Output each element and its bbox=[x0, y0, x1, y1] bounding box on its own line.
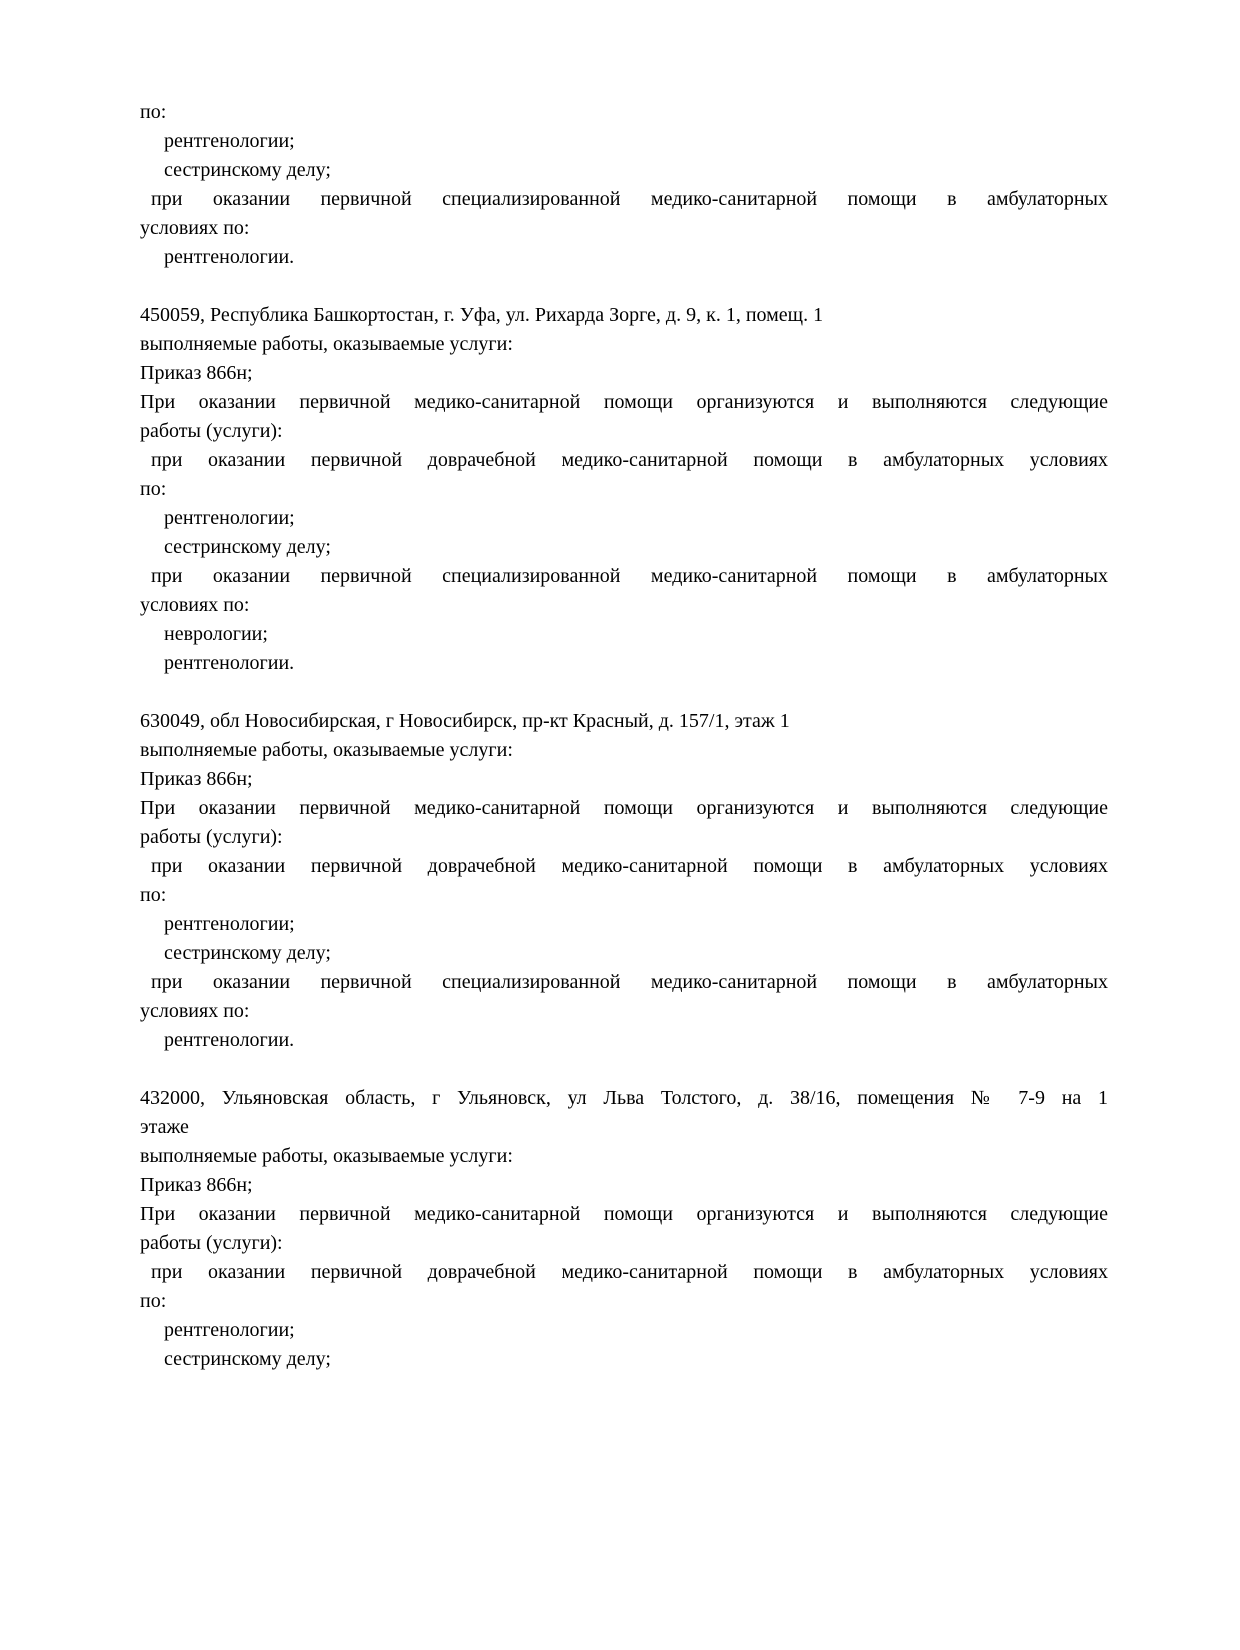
text-line: При оказании первичной медико-санитарной помощи организуются и выполняются следующие bbox=[140, 797, 1108, 819]
text-line: рентгенологии; bbox=[164, 130, 295, 152]
text-line: условиях по: bbox=[140, 1000, 250, 1022]
text-line: рентгенологии. bbox=[164, 1029, 295, 1051]
text-line: работы (услуги): bbox=[140, 826, 283, 848]
text-line: сестринскому делу; bbox=[164, 536, 331, 558]
blank-line bbox=[140, 272, 1108, 301]
text-line: 630049, обл Новосибирская, г Новосибирск, пр-кт Красный, д. 157/1, этаж 1 bbox=[140, 710, 790, 732]
blank-line bbox=[140, 678, 1108, 707]
text-line: при оказании первичной доврачебной медико-санитарной помощи в амбулаторных условиях bbox=[151, 449, 1108, 471]
text-line: Приказ 866н; bbox=[140, 1174, 253, 1196]
text-line: по: bbox=[140, 478, 167, 500]
text-line: по: bbox=[140, 884, 167, 906]
text-line: При оказании первичной медико-санитарной помощи организуются и выполняются следующие bbox=[140, 391, 1108, 413]
text-line: выполняемые работы, оказываемые услуги: bbox=[140, 1145, 513, 1167]
text-line: рентгенологии. bbox=[164, 246, 295, 268]
text-line: при оказании первичной специализированной медико-санитарной помощи в амбулаторных bbox=[151, 188, 1108, 210]
text-line: сестринскому делу; bbox=[164, 159, 331, 181]
text-line: рентгенологии; bbox=[164, 913, 295, 935]
text-line: при оказании первичной специализированной медико-санитарной помощи в амбулаторных bbox=[151, 565, 1108, 587]
text-line: рентгенологии; bbox=[164, 1319, 295, 1341]
text-line: условиях по: bbox=[140, 594, 250, 616]
text-line: 450059, Республика Башкортостан, г. Уфа, ул. Рихарда Зорге, д. 9, к. 1, помещ. 1 bbox=[140, 304, 824, 326]
text-line: этаже bbox=[140, 1116, 189, 1138]
text-line: при оказании первичной доврачебной медико-санитарной помощи в амбулаторных условиях bbox=[151, 1261, 1108, 1283]
blank-line bbox=[140, 1055, 1108, 1084]
text-line: сестринскому делу; bbox=[164, 942, 331, 964]
text-line: выполняемые работы, оказываемые услуги: bbox=[140, 739, 513, 761]
text-line: выполняемые работы, оказываемые услуги: bbox=[140, 333, 513, 355]
text-line: при оказании первичной специализированной медико-санитарной помощи в амбулаторных bbox=[151, 971, 1108, 993]
text-line: работы (услуги): bbox=[140, 420, 283, 442]
text-line: условиях по: bbox=[140, 217, 250, 239]
text-line: 432000, Ульяновская область, г Ульяновск, ул Льва Толстого, д. 38/16, помещения № 7-9 на 1 bbox=[140, 1087, 1108, 1109]
text-line: неврологии; bbox=[164, 623, 268, 645]
text-line: рентгенологии; bbox=[164, 507, 295, 529]
text-line: рентгенологии. bbox=[164, 652, 295, 674]
text-line: Приказ 866н; bbox=[140, 768, 253, 790]
document-text-column bbox=[140, 98, 1108, 1374]
text-line: при оказании первичной доврачебной медико-санитарной помощи в амбулаторных условиях bbox=[151, 855, 1108, 877]
text-line: сестринскому делу; bbox=[164, 1348, 331, 1370]
text-line: работы (услуги): bbox=[140, 1232, 283, 1254]
text-line: Приказ 866н; bbox=[140, 362, 253, 384]
text-line: по: bbox=[140, 1290, 167, 1312]
text-line: по: bbox=[140, 101, 167, 123]
text-line: При оказании первичной медико-санитарной помощи организуются и выполняются следующие bbox=[140, 1203, 1108, 1225]
